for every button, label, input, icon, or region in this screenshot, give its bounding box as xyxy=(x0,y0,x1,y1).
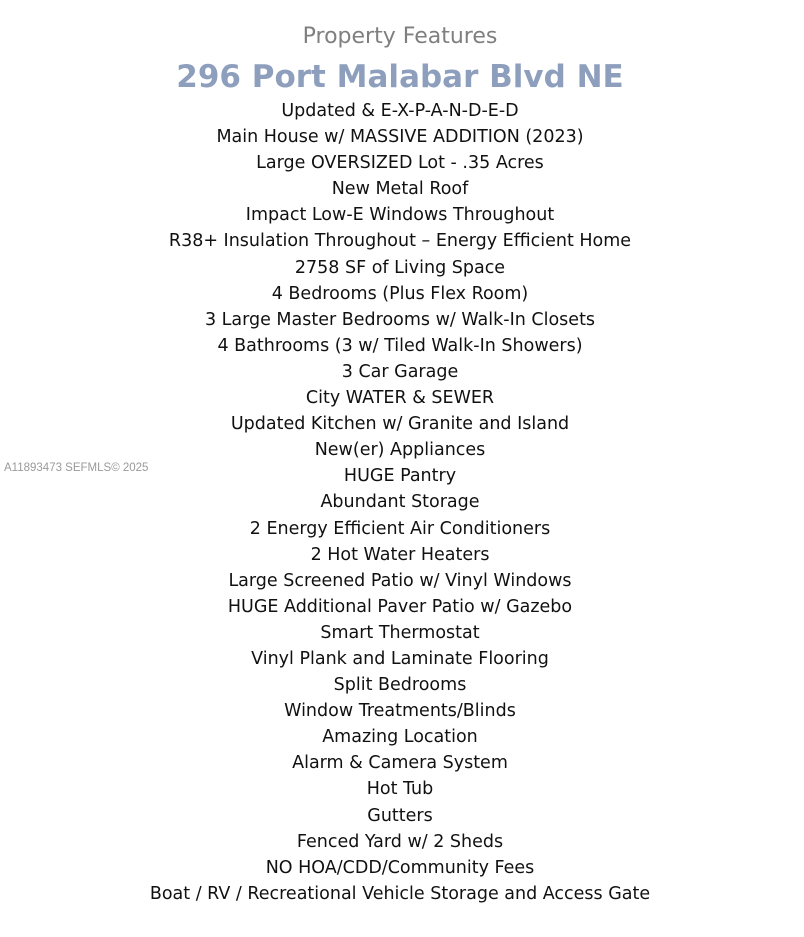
feature-item: 4 Bathrooms (3 w/ Tiled Walk-In Showers) xyxy=(217,335,583,356)
feature-item: Abundant Storage xyxy=(320,492,480,513)
feature-item: NO HOA/CDD/Community Fees xyxy=(265,857,535,878)
feature-item: Smart Thermostat xyxy=(320,622,480,643)
feature-item: Hot Tub xyxy=(366,779,434,800)
document-heading: Property Features xyxy=(302,24,498,49)
feature-item: Main House w/ MASSIVE ADDITION (2023) xyxy=(216,127,584,148)
feature-item: Gutters xyxy=(367,805,433,826)
feature-item: Large OVERSIZED Lot - .35 Acres xyxy=(256,153,544,174)
feature-item: 3 Large Master Bedrooms w/ Walk-In Closets xyxy=(204,309,596,330)
feature-item: Amazing Location xyxy=(322,727,478,748)
property-address: 296 Port Malabar Blvd NE xyxy=(176,59,624,95)
feature-item: New Metal Roof xyxy=(331,179,469,200)
features-list xyxy=(0,98,800,907)
feature-item: HUGE Pantry xyxy=(343,466,457,487)
feature-item: Alarm & Camera System xyxy=(292,753,508,774)
feature-item: Updated Kitchen w/ Granite and Island xyxy=(230,414,570,435)
feature-item: Impact Low-E Windows Throughout xyxy=(245,205,555,226)
feature-item: R38+ Insulation Throughout – Energy Efficient Home xyxy=(168,231,632,252)
feature-item: Fenced Yard w/ 2 Sheds xyxy=(296,831,504,852)
feature-item: Large Screened Patio w/ Vinyl Windows xyxy=(228,570,572,591)
feature-item: New(er) Appliances xyxy=(314,440,486,461)
mls-watermark: A11893473 SEFMLS© 2025 xyxy=(4,462,149,474)
feature-item: City WATER & SEWER xyxy=(305,388,495,409)
feature-item: Updated & E-X-P-A-N-D-E-D xyxy=(281,101,519,121)
feature-item: 3 Car Garage xyxy=(341,361,459,382)
feature-item: 2 Hot Water Heaters xyxy=(310,544,490,565)
feature-item: 2758 SF of Living Space xyxy=(294,257,506,278)
feature-item: Vinyl Plank and Laminate Flooring xyxy=(251,648,549,669)
feature-item: 2 Energy Efficient Air Conditioners xyxy=(249,518,551,539)
feature-item: 4 Bedrooms (Plus Flex Room) xyxy=(271,283,529,304)
feature-item: HUGE Additional Paver Patio w/ Gazebo xyxy=(227,596,573,617)
feature-item: Boat / RV / Recreational Vehicle Storage and Access Gate xyxy=(149,883,651,904)
feature-item: Window Treatments/Blinds xyxy=(284,701,516,722)
feature-item: Split Bedrooms xyxy=(333,675,467,696)
